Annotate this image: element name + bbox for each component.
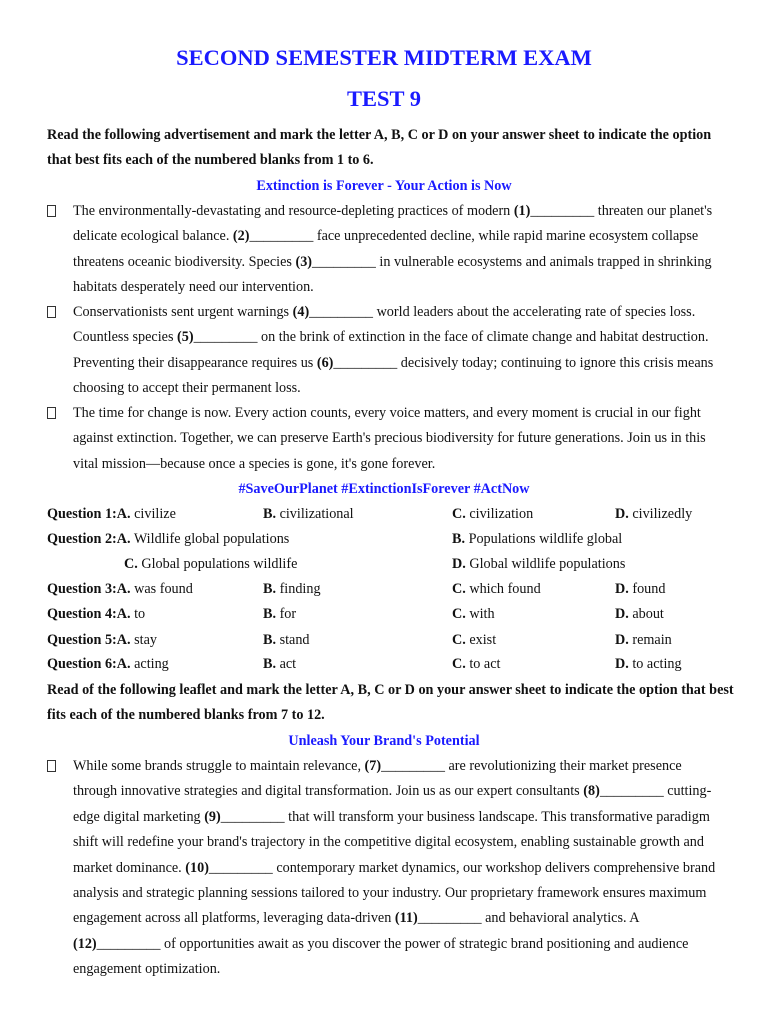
option-letter: A. <box>116 656 131 672</box>
question-label: Question 2: <box>47 531 117 547</box>
bullet-box-icon <box>47 306 56 318</box>
option-letter: C. <box>452 506 466 522</box>
question-label: Question 3: <box>47 581 117 597</box>
option-a: was found <box>134 581 193 597</box>
option-letter: D. <box>452 556 466 572</box>
question-label: Question 5: <box>47 632 117 648</box>
blank-number-7: (7) <box>364 758 382 774</box>
option-letter: D. <box>615 581 629 597</box>
option-letter: C. <box>452 656 466 672</box>
option-c: to act <box>469 656 501 672</box>
question-1 <box>0 502 768 527</box>
question-label: Question 1: <box>47 506 117 522</box>
option-c: exist <box>469 632 497 648</box>
blank-line: _________ <box>530 203 595 219</box>
exam-title: SECOND SEMESTER MIDTERM EXAM <box>176 45 592 70</box>
option-letter: B. <box>263 606 277 622</box>
blank-line: _________ <box>220 808 285 825</box>
blank-line: _________ <box>208 859 273 876</box>
blank-line: _________ <box>309 304 374 320</box>
blank-number-6: (6) <box>316 354 334 371</box>
blank-line: _________ <box>96 935 161 952</box>
bullet-box-icon <box>47 407 56 419</box>
blank-line: _________ <box>599 783 664 800</box>
option-a: Wildlife global populations <box>133 531 290 547</box>
blank-number-8: (8) <box>583 783 600 800</box>
option-letter: B. <box>263 581 277 597</box>
bullet-box-icon <box>47 760 56 772</box>
option-b: civilizational <box>279 506 354 522</box>
option-letter: D. <box>615 506 629 522</box>
blank-number-12: (12) <box>73 935 97 952</box>
option-letter: C. <box>452 632 466 648</box>
test-number: TEST 9 <box>346 86 421 111</box>
part1-hashtags: #SaveOurPlanet #ExtinctionIsForever #ActNow <box>238 481 530 497</box>
blank-line: _________ <box>381 758 445 774</box>
blank-line: _________ <box>417 910 482 927</box>
blank-number-4: (4) <box>292 304 310 320</box>
blank-line: _________ <box>193 329 258 346</box>
blank-number-1: (1) <box>513 203 531 219</box>
option-d: remain <box>632 632 672 648</box>
option-c: with <box>469 606 495 622</box>
option-a: stay <box>134 632 157 648</box>
blank-number-11: (11) <box>394 910 418 927</box>
blank-number-3: (3) <box>295 253 313 270</box>
blank-number-2: (2) <box>232 228 250 245</box>
text-run: threaten our planet's delicate ecological balance. <box>73 203 713 245</box>
option-letter: D. <box>615 606 629 622</box>
option-letter: C. <box>452 581 466 597</box>
option-letter: C. <box>452 606 466 622</box>
option-letter: D. <box>615 656 629 672</box>
option-d: about <box>632 606 664 622</box>
option-letter: A. <box>116 581 131 597</box>
text-run: face unprecedented decline, while rapid marine ecosystem collapse threatens oceanic biodiversity. Species <box>73 228 699 270</box>
part1-heading: Extinction is Forever - Your Action is Now <box>256 178 512 194</box>
text-run: contemporary market dynamics, our workshop delivers comprehensive brand analysis and strategic planning sessions tailored to your industry. Our proprietary framework ensures maximum engagement across all platforms, leveraging data-driven <box>73 859 716 927</box>
option-d: civilizedly <box>632 506 693 522</box>
text-run: and behavioral analytics. A <box>481 910 639 927</box>
text-run: that will transform your business landscape. This transformative paradigm shift will redefine your brand's trajectory in the competitive digital ecosystem, enabling sustainable growth and market dominance. <box>73 808 710 876</box>
text-run: While some brands struggle to maintain relevance, <box>73 758 365 774</box>
option-b: act <box>279 656 297 672</box>
part2-paragraph-1 <box>47 754 727 983</box>
text-run: Conservationists sent urgent warnings <box>73 304 293 320</box>
option-letter: C. <box>124 556 138 572</box>
bullet-box-icon <box>47 205 56 217</box>
blank-line: _________ <box>249 228 314 245</box>
question-label: Question 4: <box>47 606 117 622</box>
option-b: stand <box>279 632 310 648</box>
text-run: The environmentally-devastating and resource-depleting practices of modern <box>73 203 514 219</box>
text-run: of opportunities await as you discover the power of strategic brand positioning and audience engagement optimization. <box>73 935 689 978</box>
text-run: on the brink of extinction in the face of climate change and habitat destruction. Preventing their disappearance requires us <box>73 329 709 371</box>
option-letter: B. <box>263 632 277 648</box>
part1-paragraph-3 <box>47 401 727 477</box>
blank-number-9: (9) <box>204 808 221 825</box>
question-3 <box>0 577 768 602</box>
text-run: cutting-edge digital marketing <box>73 783 712 825</box>
option-d: Global wildlife populations <box>469 556 626 572</box>
option-letter: B. <box>452 531 466 547</box>
text-run: The time for change is now. Every action counts, every voice matters, and every moment is crucial in our fight against extinction. Together, we can preserve Earth's precious biodiversity for future generations. Join us in this vital mission—because once a species is gone, it's gone forever. <box>73 405 706 472</box>
option-b: Populations wildlife global <box>468 531 623 547</box>
question-5 <box>0 628 768 653</box>
option-d: found <box>632 581 666 597</box>
text-run: world leaders about the accelerating rate of species loss. Countless species <box>73 304 696 346</box>
blank-line: _________ <box>333 354 398 371</box>
part1-paragraph-2 <box>47 300 727 402</box>
blank-number-10: (10) <box>185 859 209 876</box>
text-run: decisively today; continuing to ignore this crisis means choosing to accept their permanent loss. <box>73 354 714 397</box>
option-b: finding <box>279 581 321 597</box>
question-label: Question 6: <box>47 656 117 672</box>
blank-line: _________ <box>312 253 376 270</box>
option-letter: A. <box>116 606 131 622</box>
option-letter: B. <box>263 506 277 522</box>
text-run: in vulnerable ecosystems and animals trapped in shrinking habitats desperately need our intervention. <box>73 253 712 296</box>
option-a: civilize <box>134 506 176 522</box>
option-b: for <box>279 606 297 622</box>
part1-paragraph-1 <box>47 199 727 301</box>
option-a: acting <box>134 656 169 672</box>
blank-number-5: (5) <box>177 329 194 346</box>
option-letter: B. <box>263 656 277 672</box>
option-letter: A. <box>116 632 131 648</box>
option-c: Global populations wildlife <box>141 556 298 572</box>
question-4 <box>0 602 768 627</box>
option-a: to <box>134 606 146 622</box>
part2-heading: Unleash Your Brand's Potential <box>288 733 480 749</box>
option-letter: D. <box>615 632 629 648</box>
option-letter: A. <box>116 506 131 522</box>
option-letter: A. <box>116 531 131 547</box>
part2-instruction: Read of the following leaflet and mark the letter A, B, C or D on your answer sheet to indicate the option that best fits each of the numbered blanks from 7 to 12. <box>47 682 734 724</box>
option-c: which found <box>469 581 541 597</box>
part1-instruction: Read the following advertisement and mark the letter A, B, C or D on your answer sheet to indicate the option that best fits each of the numbered blanks from 1 to 6. <box>47 127 712 169</box>
question-2 <box>0 527 768 552</box>
question-2-row-2 <box>0 552 768 577</box>
option-c: civilization <box>469 506 534 522</box>
question-6 <box>0 652 768 677</box>
option-d: to acting <box>632 656 682 672</box>
text-run: are revolutionizing their market presence through innovative strategies and digital transformation. Join us as our expert consultants <box>73 758 682 800</box>
